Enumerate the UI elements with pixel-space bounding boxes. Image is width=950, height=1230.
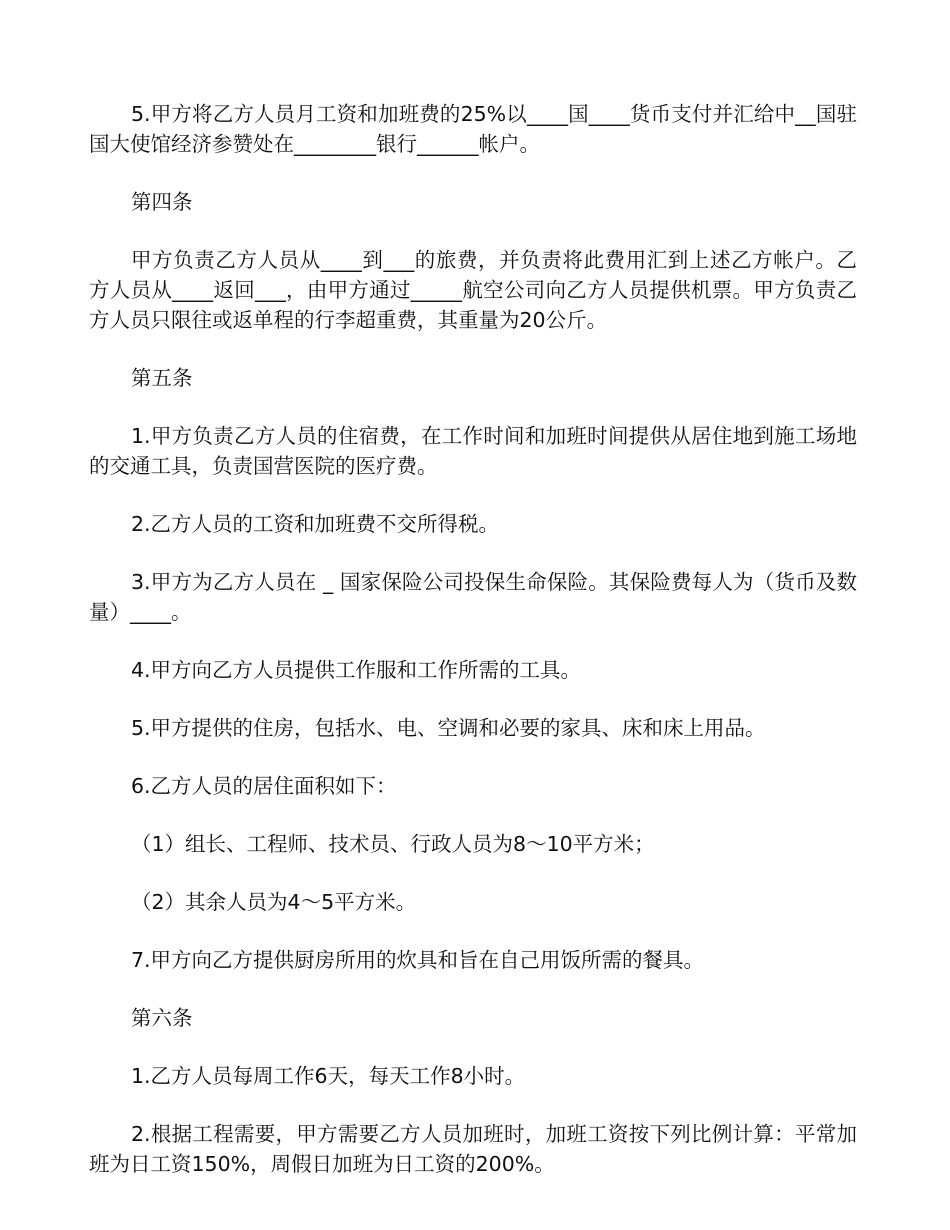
heading-article-6: 第六条 [131,1006,193,1030]
paragraph-article-5-item-2: 2.乙方人员的工资和加班费不交所得税。 [131,512,500,536]
paragraph-article-5-item-5: 5.甲方提供的住房，包括水、电、空调和必要的家具、床和床上用品。 [131,716,766,740]
paragraph-article-5-item-6-sub-1: （1）组长、工程师、技术员、行政人员为8～10平方米； [131,832,655,856]
paragraph-article-5-item-7: 7.甲方向乙方提供厨房所用的炊具和旨在自己用饭所需的餐具。 [131,948,705,972]
paragraph-clause-3-item-5: 5.甲方将乙方人员月工资和加班费的25%以____国____货币支付并汇给中__国驻国大使馆经济参赞处在________银行______帐户。 [89,102,857,156]
document-page [89,99,857,1207]
paragraph-article-5-item-3: 3.甲方为乙方人员在 _ 国家保险公司投保生命保险。其保险费每人为（货币及数量）____。 [89,570,857,624]
paragraph-article-4-body: 甲方负责乙方人员从____到___的旅费，并负责将此费用汇到上述乙方帐户。乙方人员从____返回___，由甲方通过_____航空公司向乙方人员提供机票。甲方负责乙方人员只限往或返单程的行李超重费，其重量为20公斤。 [89,248,857,332]
paragraph-article-6-item-2: 2.根据工程需要，甲方需要乙方人员加班时，加班工资按下列比例计算：平常加班为日工资150%，周假日加班为日工资的200%。 [89,1122,857,1176]
paragraph-article-5-item-1: 1.甲方负责乙方人员的住宿费，在工作时间和加班时间提供从居住地到施工场地的交通工具，负责国营医院的医疗费。 [89,424,857,478]
paragraph-article-5-item-6-sub-2: （2）其余人员为4～5平方米。 [131,890,417,914]
heading-article-5: 第五条 [131,366,193,390]
heading-article-4: 第四条 [131,190,193,214]
paragraph-article-6-item-1: 1.乙方人员每周工作6天，每天工作8小时。 [131,1064,526,1088]
paragraph-article-5-item-4: 4.甲方向乙方人员提供工作服和工作所需的工具。 [131,658,582,682]
paragraph-article-5-item-6: 6.乙方人员的居住面积如下： [131,774,397,798]
